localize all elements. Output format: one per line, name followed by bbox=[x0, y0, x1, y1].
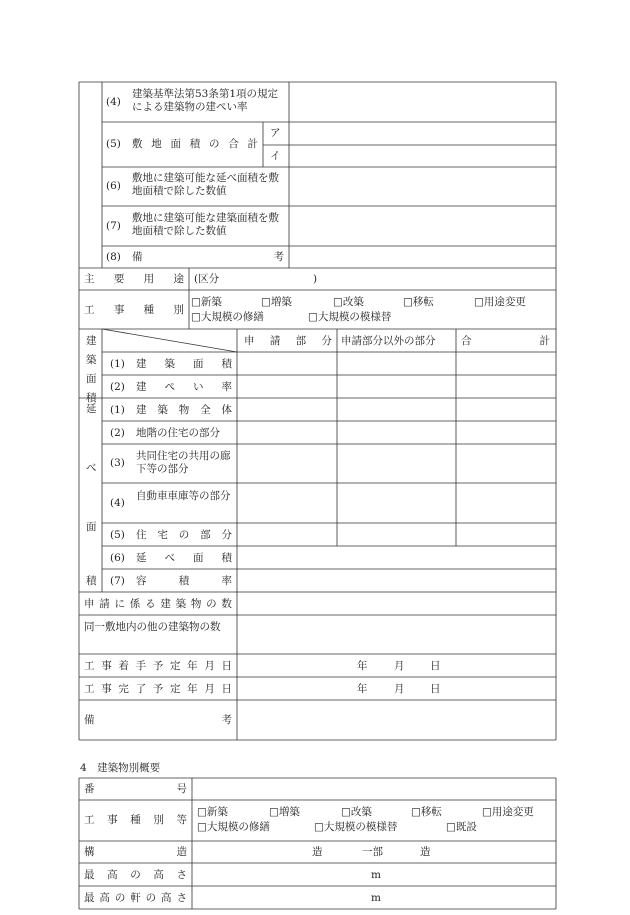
option-major-remodel[interactable]: □大規模の模様替 bbox=[308, 311, 392, 323]
s4-work-type-label: 工 事 種 別 等 bbox=[84, 814, 187, 826]
floor-area-char-3: 面 bbox=[86, 521, 97, 533]
option-major-repair[interactable]: □大規模の修繕 bbox=[191, 311, 264, 323]
s4-option-new[interactable]: □新築 bbox=[197, 806, 228, 818]
number-label: 番 号 bbox=[84, 783, 187, 795]
header-application-part: 申 請 部 分 bbox=[244, 335, 332, 347]
row-6-number: (6) bbox=[106, 180, 121, 192]
building-area-label: 建 築 面 積 bbox=[136, 358, 232, 370]
coverage-number: (2) bbox=[110, 381, 125, 393]
option-relocation[interactable]: □移転 bbox=[403, 296, 434, 308]
main-use-close: ) bbox=[313, 273, 318, 285]
finish-date-month: 月 bbox=[394, 683, 405, 695]
s4-option-existing[interactable]: □既設 bbox=[446, 821, 477, 833]
building-area-group-label: 建 築 面 積 bbox=[86, 335, 97, 404]
work-type-label: 工 事 種 別 bbox=[84, 304, 184, 316]
floor-row-3-number: (3) bbox=[110, 457, 125, 469]
s4-option-use-change[interactable]: □用途変更 bbox=[482, 806, 534, 818]
start-date-day: 日 bbox=[430, 660, 441, 672]
header-other-part: 申請部分以外の部分 bbox=[341, 335, 436, 347]
floor-row-4-number: (4) bbox=[110, 497, 125, 509]
max-height-label: 最 高 の 高 さ bbox=[84, 869, 187, 881]
option-rebuild[interactable]: □改築 bbox=[333, 296, 364, 308]
s4-option-major-repair[interactable]: □大規模の修繕 bbox=[197, 821, 270, 833]
structure-label: 構 造 bbox=[84, 846, 187, 858]
main-use-open: (区分 bbox=[194, 273, 220, 285]
floor-row-5-number: (5) bbox=[110, 529, 125, 541]
floor-row-1-number: (1) bbox=[110, 404, 125, 416]
floor-row-7-label: 容 積 率 bbox=[136, 575, 232, 587]
row-7-number: (7) bbox=[106, 220, 121, 232]
floor-row-6-label: 延 べ 面 積 bbox=[136, 552, 232, 564]
option-extension[interactable]: □増築 bbox=[261, 296, 292, 308]
floor-row-7-number: (7) bbox=[110, 575, 125, 587]
s4-option-rebuild[interactable]: □改築 bbox=[341, 806, 372, 818]
max-eave-label: 最 高 の 軒 の 高 さ bbox=[84, 892, 187, 904]
coverage-label: 建 ぺ い 率 bbox=[136, 381, 232, 393]
option-use-change[interactable]: □用途変更 bbox=[474, 296, 526, 308]
building-area-number: (1) bbox=[110, 358, 125, 370]
s4-option-extension[interactable]: □増築 bbox=[269, 806, 300, 818]
row-6-label: 敷地に建築可能な延べ面積を敷地面積で除した数値 bbox=[132, 172, 279, 197]
row-4-label: 建築基準法第53条第1項の規定による建築物の建ぺい率 bbox=[132, 88, 279, 113]
finish-date-year: 年 bbox=[357, 683, 368, 695]
s4-option-major-remodel[interactable]: □大規模の模様替 bbox=[314, 821, 398, 833]
structure-part-2: 一部 bbox=[362, 846, 383, 858]
row-8-number: (8) bbox=[106, 251, 121, 263]
s4-work-type-options bbox=[197, 806, 552, 836]
option-new[interactable]: □新築 bbox=[191, 296, 222, 308]
main-use-label: 主 要 用 途 bbox=[84, 273, 184, 285]
s4-option-relocation[interactable]: □移転 bbox=[411, 806, 442, 818]
floor-row-2-label: 地階の住宅の部分 bbox=[136, 427, 220, 439]
floor-row-4-label: 自動車車庫等の部分 bbox=[136, 490, 231, 502]
structure-part-1: 造 bbox=[312, 846, 323, 858]
row-5-sub-i: イ bbox=[270, 150, 281, 162]
start-date-label: 工 事 着 手 予 定 年 月 日 bbox=[84, 660, 232, 672]
other-buildings-label: 同一敷地内の他の建築物の数 bbox=[84, 621, 221, 633]
floor-row-6-number: (6) bbox=[110, 552, 125, 564]
section-4-title: 4 建築物別概要 bbox=[80, 762, 161, 774]
start-date-month: 月 bbox=[394, 660, 405, 672]
structure-part-3: 造 bbox=[420, 846, 431, 858]
row-5-label: 敷 地 面 積 の 合 計 bbox=[132, 138, 258, 150]
header-total: 合 計 bbox=[461, 335, 550, 347]
finish-date-day: 日 bbox=[430, 683, 441, 695]
floor-row-3-label: 共同住宅の共用の廊下等の部分 bbox=[136, 450, 231, 475]
floor-area-char-2: べ bbox=[86, 462, 97, 474]
remarks-label: 備 考 bbox=[84, 714, 232, 726]
row-5-sub-a: ア bbox=[270, 127, 281, 139]
max-height-unit: m bbox=[371, 869, 381, 881]
floor-row-1-label: 建 築 物 全 体 bbox=[136, 404, 232, 416]
floor-area-char-4: 積 bbox=[86, 575, 97, 587]
work-type-options bbox=[191, 296, 551, 326]
buildings-count-label: 申 請 に 係 る 建 築 物 の 数 bbox=[84, 598, 232, 610]
finish-date-label: 工 事 完 了 予 定 年 月 日 bbox=[84, 683, 232, 695]
floor-row-5-label: 住 宅 の 部 分 bbox=[136, 529, 232, 541]
row-4-number: (4) bbox=[106, 96, 121, 108]
floor-area-char-1: 延 bbox=[86, 403, 97, 415]
start-date-year: 年 bbox=[357, 660, 368, 672]
floor-row-2-number: (2) bbox=[110, 427, 125, 439]
row-5-number: (5) bbox=[106, 138, 121, 150]
row-7-label: 敷地に建築可能な建築面積を敷地面積で除した数値 bbox=[132, 212, 279, 237]
row-8-label: 備 考 bbox=[132, 251, 284, 263]
max-eave-unit: m bbox=[371, 892, 381, 904]
